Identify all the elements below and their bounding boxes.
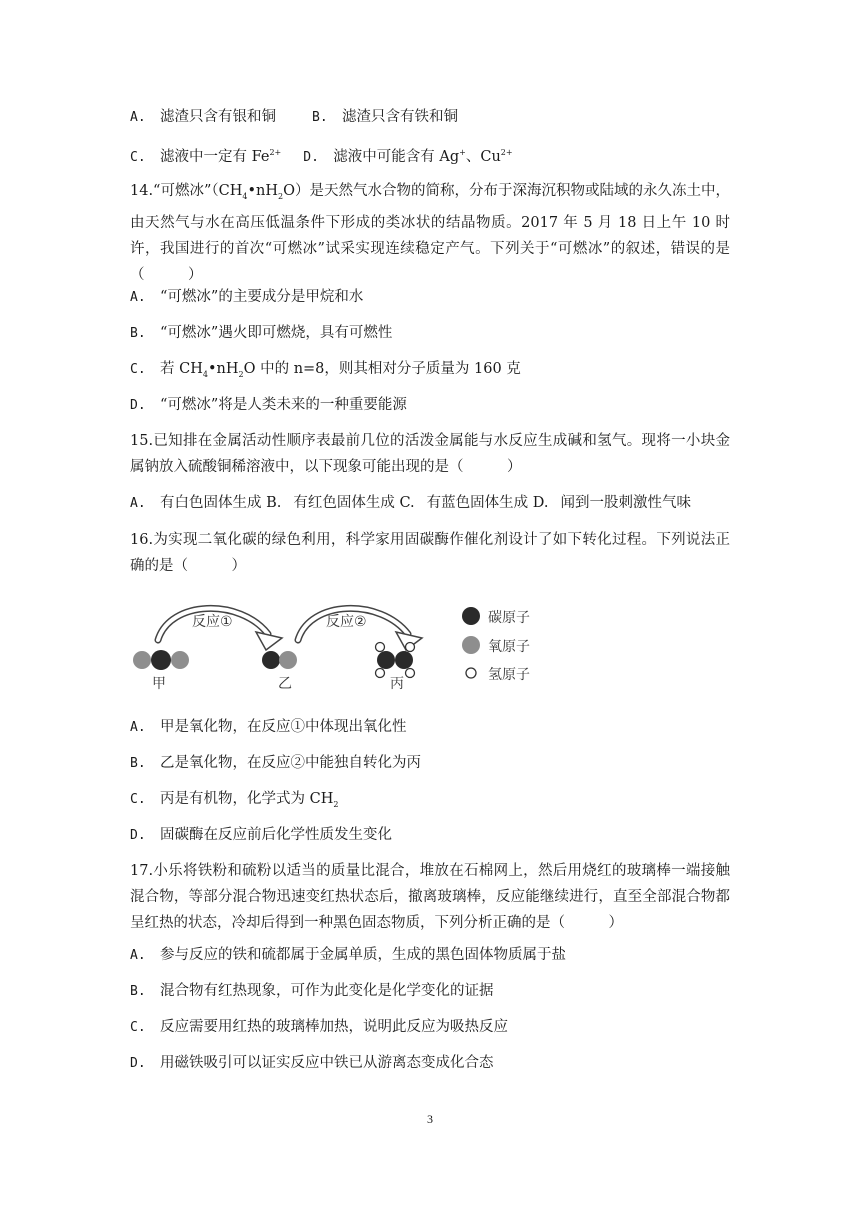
option-letter: A. [130,290,146,305]
option-letter: B. [130,326,146,341]
q14-option-a [130,287,363,308]
option-letter: A. [130,110,146,125]
option-letter: D. [130,1056,146,1071]
option-letter: A. [130,496,146,511]
legend-hydrogen-label: 氢原子 [488,667,530,683]
q16-option-b [130,753,421,774]
option-text: 丙是有机物，化学式为 CH [160,791,334,807]
option-letter: B. [130,756,146,771]
q17-option-d [130,1053,494,1074]
option-letter: D. [130,398,146,413]
legend-oxygen-swatch [462,636,480,654]
q14-stem-part: 14.“可燃冰”（CH [130,183,243,199]
q14-stem [130,178,730,288]
q13-options-cd [130,143,513,168]
q14-option-d [130,395,407,416]
option-text: “可燃冰”将是人类未来的一种重要能源 [160,397,407,413]
option-text: “可燃冰”的主要成分是甲烷和水 [160,289,364,305]
bing-hydrogen-atom [406,669,415,678]
option-letter: C. [130,362,146,377]
q14-stem-sub: 2 [278,191,284,201]
option-letter: B. [130,984,146,999]
option-text: 固碳酶在反应前后化学性质发生变化 [160,827,392,843]
bing-carbon-atom [395,651,413,669]
option-text: 乙是氧化物，在反应②中能独自转化为丙 [160,755,421,771]
q16-stem: 16.为实现二氧化碳的绿色利用，科学家用固碳酶作催化剂设计了如下转化过程。下列说法正确的是（ ） [130,532,730,574]
bing-hydrogen-atom [406,643,415,652]
jia-oxygen-atom-left [133,651,151,669]
q13-d-superscript: + [459,148,466,157]
option-sub: 2 [333,799,339,809]
q13-option-c: 滤液中一定有 Fe [160,148,270,165]
yi-carbon-atom [262,651,280,669]
q15-option-a: 有白色固体生成 B. [160,495,282,511]
option-text: 参与反应的铁和硫都属于金属单质，生成的黑色固体物质属于盐 [160,947,566,963]
q14-stem-sub: 4 [242,191,248,201]
jia-carbon-atom [151,650,171,670]
bing-carbon-atom [377,651,395,669]
reaction1-label: 反应① [192,614,233,630]
jia-oxygen-atom-right [171,651,189,669]
option-letter: D. [303,149,319,165]
legend-hydrogen-swatch [466,668,476,678]
label-jia: 甲 [152,676,166,690]
q14-option-b [130,323,392,344]
q15-stem: 15.已知排在金属活动性顺序表最前几位的活泼金属能与水反应生成碱和氢气。现将一小块金属钠放入硫酸铜稀溶液中，以下现象可能出现的是（ ） [130,433,730,475]
q13-option-d: 滤液中可能含有 Ag [333,148,460,165]
yi-oxygen-atom [279,651,297,669]
bing-hydrogen-atom [376,669,385,678]
label-yi: 乙 [278,676,292,690]
legend-oxygen-label: 氧原子 [488,639,530,655]
option-letter: D. [130,828,146,843]
bing-hydrogen-atom [376,643,385,652]
q13-d-separator: 、Cu [465,148,501,165]
q16-option-c [130,789,338,815]
option-letter: A. [130,720,146,735]
option-letter: A. [130,948,146,963]
legend-carbon-swatch [462,607,480,625]
q16-option-a [130,717,407,738]
q14-option-c [130,359,521,385]
q13-option-b: 滤渣只含有铁和铜 [342,109,458,125]
q14-stem-part: •nH [247,183,279,199]
q17-option-c [130,1017,508,1038]
option-text: 用磁铁吸引可以证实反应中铁已从游离态变成化合态 [160,1055,494,1071]
label-bing: 丙 [390,676,404,690]
option-letter: C. [130,1020,146,1035]
reaction1-arrowhead [256,632,282,650]
reaction-diagram [130,598,550,690]
option-text: “可燃冰”遇火即可燃烧，具有可燃性 [160,325,393,341]
legend-carbon-label: 碳原子 [488,610,530,626]
q13-options-ab [130,107,458,128]
option-letter: C. [130,149,146,165]
option-text: 混合物有红热现象，可作为此变化是化学变化的证据 [160,983,494,999]
q16-option-d [130,825,392,846]
q15-option-d: 闻到一股刺激性气味 [560,495,691,511]
option-letter: C. [130,792,146,807]
option-text: 反应需要用红热的玻璃棒加热，说明此反应为吸热反应 [160,1019,508,1035]
q14-stem-part: O）是天然气水合物的简称，分布于深海沉积物或陆域的永久冻土中，由天然气与水在高压低温条件下形成的类冰状的结晶物质。2017 年 5 月 18 日上午 10 时许，我国进行的首次“可燃冰”试采实现连续稳定产气。下列关于“可燃冰”的叙述，错误的是（ ） [130,183,730,283]
q17-option-b [130,981,494,1002]
option-sub: 4 [202,369,208,379]
q13-d-superscript-2: 2+ [500,148,513,157]
page-number: 3 [427,1112,433,1126]
option-text: 若 CH [160,361,203,377]
q15-options [130,493,691,514]
reaction2-label: 反应② [326,614,367,630]
option-text: •nH [207,361,239,377]
option-text: 甲是氧化物，在反应①中体现出氧化性 [160,719,407,735]
option-text: O 中的 n=8，则其相对分子质量为 160 克 [243,361,521,377]
option-sub: 2 [238,369,244,379]
option-letter: B. [312,110,328,125]
q17-stem: 17.小乐将铁粉和硫粉以适当的质量比混合，堆放在石棉网上，然后用烧红的玻璃棒一端接触混合物，等部分混合物迅速变红热状态后，撤离玻璃棒，反应能继续进行，直至全部混合物都呈红热的状态，冷却后得到一种黑色固态物质，下列分析正确的是（ ） [130,863,730,931]
q15-option-b: 有红色固体生成 C. [293,495,415,511]
q13-c-superscript: 2+ [269,148,282,157]
q17-option-a [130,945,566,966]
q15-option-c: 有蓝色固体生成 D. [426,495,549,511]
q13-option-a: 滤渣只含有银和铜 [160,109,276,125]
